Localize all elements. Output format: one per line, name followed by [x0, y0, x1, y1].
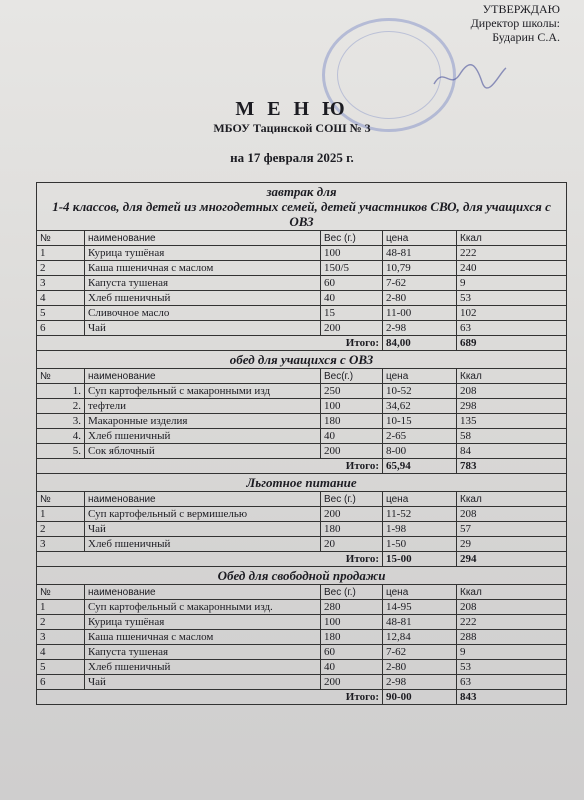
- row-price: 1-98: [383, 522, 457, 537]
- row-price: 7-62: [383, 645, 457, 660]
- row-kcal: 53: [457, 291, 567, 306]
- row-no: 2: [37, 522, 85, 537]
- row-price: 2-80: [383, 660, 457, 675]
- row-name: Макаронные изделия: [85, 414, 321, 429]
- total-row: [37, 552, 567, 567]
- row-name: Курица тушёная: [85, 615, 321, 630]
- row-no: 2.: [37, 399, 85, 414]
- total-kcal: 689: [457, 336, 567, 351]
- row-price: 2-98: [383, 321, 457, 336]
- row-price: 34,62: [383, 399, 457, 414]
- col-header-no: №: [37, 231, 85, 246]
- row-weight: 60: [321, 645, 383, 660]
- table-row: [37, 321, 567, 336]
- approval-position: Директор школы:: [470, 16, 560, 30]
- signature-icon: [430, 60, 510, 94]
- row-weight: 40: [321, 291, 383, 306]
- row-no: 1: [37, 600, 85, 615]
- row-name: Курица тушёная: [85, 246, 321, 261]
- row-weight: 180: [321, 522, 383, 537]
- total-price: 65,94: [383, 459, 457, 474]
- col-header-no: №: [37, 369, 85, 384]
- row-weight: 100: [321, 615, 383, 630]
- row-kcal: 9: [457, 276, 567, 291]
- row-no: 5: [37, 306, 85, 321]
- row-kcal: 288: [457, 630, 567, 645]
- table-row: [37, 645, 567, 660]
- row-kcal: 53: [457, 660, 567, 675]
- row-no: 3: [37, 630, 85, 645]
- row-kcal: 9: [457, 645, 567, 660]
- row-no: 6: [37, 321, 85, 336]
- school-name: МБОУ Тацинской СОШ № 3: [213, 121, 371, 135]
- row-price: 7-62: [383, 276, 457, 291]
- table-row: [37, 537, 567, 552]
- total-row: [37, 459, 567, 474]
- col-header-weight: Вес (г.): [321, 231, 383, 246]
- row-kcal: 29: [457, 537, 567, 552]
- col-header-weight: Вес (г.): [321, 492, 383, 507]
- col-header-price: цена: [383, 585, 457, 600]
- row-no: 2: [37, 615, 85, 630]
- table-row: [37, 444, 567, 459]
- row-kcal: 63: [457, 675, 567, 690]
- section-title-row: [37, 351, 567, 369]
- table-row: [37, 507, 567, 522]
- page-title: М Е Н Ю: [235, 98, 349, 120]
- col-header-kcal: Ккал: [457, 492, 567, 507]
- row-kcal: 135: [457, 414, 567, 429]
- row-price: 10,79: [383, 261, 457, 276]
- row-weight: 200: [321, 321, 383, 336]
- row-price: 10-52: [383, 384, 457, 399]
- col-header-weight: Вес(г.): [321, 369, 383, 384]
- row-weight: 40: [321, 429, 383, 444]
- total-price: 90-00: [383, 690, 457, 705]
- row-name: Чай: [85, 321, 321, 336]
- row-kcal: 84: [457, 444, 567, 459]
- col-header-price: цена: [383, 369, 457, 384]
- row-no: 4.: [37, 429, 85, 444]
- table-header-row: [37, 492, 567, 507]
- total-price: 15-00: [383, 552, 457, 567]
- section-title: Обед для свободной продажи: [37, 567, 567, 585]
- row-price: 48-81: [383, 246, 457, 261]
- table-row: [37, 414, 567, 429]
- table-row: [37, 291, 567, 306]
- row-no: 3: [37, 276, 85, 291]
- col-header-name: наименование: [85, 231, 321, 246]
- row-name: Сок яблочный: [85, 444, 321, 459]
- row-price: 8-00: [383, 444, 457, 459]
- row-kcal: 58: [457, 429, 567, 444]
- section-title-row: [37, 183, 567, 231]
- table-row: [37, 276, 567, 291]
- section-title: завтрак для 1-4 классов, для детей из многодетных семей, детей участников СВО, для учащихся с ОВЗ: [37, 183, 567, 231]
- total-label: Итого:: [37, 552, 383, 567]
- row-name: Суп картофельный с вермишелью: [85, 507, 321, 522]
- row-weight: 15: [321, 306, 383, 321]
- col-header-price: цена: [383, 231, 457, 246]
- row-kcal: 208: [457, 600, 567, 615]
- row-no: 4: [37, 291, 85, 306]
- row-weight: 200: [321, 444, 383, 459]
- col-header-name: наименование: [85, 492, 321, 507]
- row-weight: 40: [321, 660, 383, 675]
- row-price: 11-00: [383, 306, 457, 321]
- row-kcal: 57: [457, 522, 567, 537]
- total-kcal: 783: [457, 459, 567, 474]
- row-weight: 200: [321, 675, 383, 690]
- col-header-kcal: Ккал: [457, 369, 567, 384]
- row-weight: 180: [321, 414, 383, 429]
- approval-block: [471, 2, 560, 44]
- table-row: [37, 522, 567, 537]
- row-kcal: 63: [457, 321, 567, 336]
- table-row: [37, 246, 567, 261]
- table-header-row: [37, 231, 567, 246]
- row-no: 1: [37, 246, 85, 261]
- total-row: [37, 690, 567, 705]
- table-row: [37, 399, 567, 414]
- row-price: 1-50: [383, 537, 457, 552]
- row-price: 48-81: [383, 615, 457, 630]
- table-row: [37, 429, 567, 444]
- row-price: 2-80: [383, 291, 457, 306]
- row-name: Чай: [85, 522, 321, 537]
- row-no: 5: [37, 660, 85, 675]
- approval-name: Бударин С.А.: [492, 30, 560, 44]
- row-weight: 60: [321, 276, 383, 291]
- row-kcal: 240: [457, 261, 567, 276]
- row-name: Хлеб пшеничный: [85, 291, 321, 306]
- row-weight: 20: [321, 537, 383, 552]
- total-label: Итого:: [37, 336, 383, 351]
- col-header-price: цена: [383, 492, 457, 507]
- col-header-name: наименование: [85, 369, 321, 384]
- row-name: Суп картофельный с макаронными изд.: [85, 600, 321, 615]
- row-weight: 280: [321, 600, 383, 615]
- total-kcal: 843: [457, 690, 567, 705]
- table-row: [37, 384, 567, 399]
- table-row: [37, 660, 567, 675]
- row-name: Хлеб пшеничный: [85, 429, 321, 444]
- row-name: тефтели: [85, 399, 321, 414]
- row-price: 14-95: [383, 600, 457, 615]
- row-weight: 150/5: [321, 261, 383, 276]
- col-header-kcal: Ккал: [457, 585, 567, 600]
- total-row: [37, 336, 567, 351]
- table-row: [37, 630, 567, 645]
- menu-date: на 17 февраля 2025 г.: [230, 150, 354, 165]
- approval-title: УТВЕРЖДАЮ: [482, 2, 560, 16]
- row-price: 11-52: [383, 507, 457, 522]
- row-kcal: 298: [457, 399, 567, 414]
- section-title-row: [37, 474, 567, 492]
- row-name: Хлеб пшеничный: [85, 537, 321, 552]
- row-weight: 100: [321, 399, 383, 414]
- row-price: 10-15: [383, 414, 457, 429]
- row-name: Капуста тушеная: [85, 276, 321, 291]
- row-kcal: 222: [457, 615, 567, 630]
- row-name: Суп картофельный с макаронными изд: [85, 384, 321, 399]
- total-label: Итого:: [37, 690, 383, 705]
- row-kcal: 102: [457, 306, 567, 321]
- table-row: [37, 306, 567, 321]
- row-no: 3.: [37, 414, 85, 429]
- row-no: 1.: [37, 384, 85, 399]
- row-no: 6: [37, 675, 85, 690]
- row-kcal: 208: [457, 384, 567, 399]
- row-weight: 200: [321, 507, 383, 522]
- row-name: Капуста тушеная: [85, 645, 321, 660]
- col-header-no: №: [37, 492, 85, 507]
- row-no: 2: [37, 261, 85, 276]
- section-title: Льготное питание: [37, 474, 567, 492]
- total-price: 84,00: [383, 336, 457, 351]
- row-price: 2-65: [383, 429, 457, 444]
- row-no: 3: [37, 537, 85, 552]
- row-no: 1: [37, 507, 85, 522]
- table-row: [37, 675, 567, 690]
- section-title-row: [37, 567, 567, 585]
- total-label: Итого:: [37, 459, 383, 474]
- row-name: Чай: [85, 675, 321, 690]
- section-title: обед для учащихся с ОВЗ: [37, 351, 567, 369]
- col-header-no: №: [37, 585, 85, 600]
- row-no: 5.: [37, 444, 85, 459]
- row-no: 4: [37, 645, 85, 660]
- row-name: Сливочное масло: [85, 306, 321, 321]
- row-name: Каша пшеничная с маслом: [85, 630, 321, 645]
- row-name: Хлеб пшеничный: [85, 660, 321, 675]
- table-header-row: [37, 369, 567, 384]
- table-row: [37, 261, 567, 276]
- col-header-kcal: Ккал: [457, 231, 567, 246]
- row-kcal: 222: [457, 246, 567, 261]
- total-kcal: 294: [457, 552, 567, 567]
- row-price: 2-98: [383, 675, 457, 690]
- row-kcal: 208: [457, 507, 567, 522]
- col-header-weight: Вес (г.): [321, 585, 383, 600]
- menu-table: [36, 182, 567, 705]
- row-name: Каша пшеничная с маслом: [85, 261, 321, 276]
- row-price: 12,84: [383, 630, 457, 645]
- row-weight: 180: [321, 630, 383, 645]
- table-row: [37, 615, 567, 630]
- table-row: [37, 600, 567, 615]
- col-header-name: наименование: [85, 585, 321, 600]
- row-weight: 100: [321, 246, 383, 261]
- row-weight: 250: [321, 384, 383, 399]
- table-header-row: [37, 585, 567, 600]
